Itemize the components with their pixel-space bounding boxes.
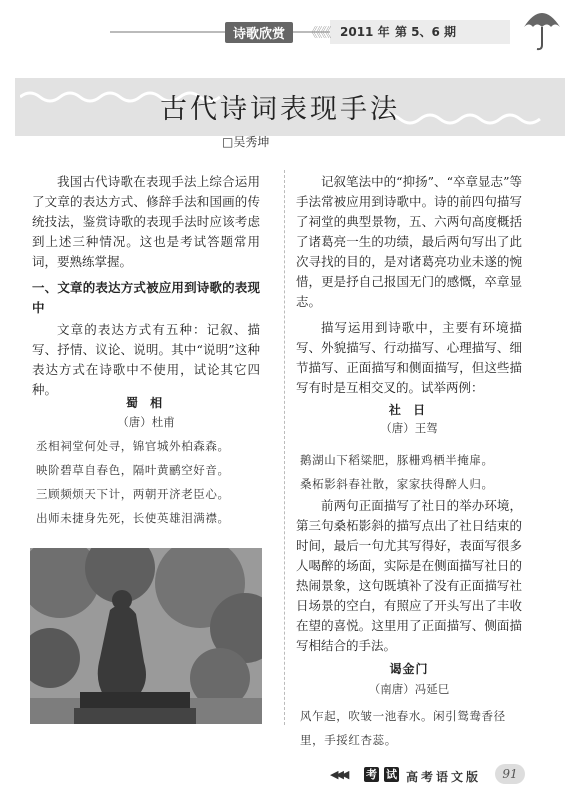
poem-lines	[300, 448, 526, 496]
paragraph: 文章的表达方式有五种：记叙、描写、抒情、议论、说明。其中“说明”这种表达方式在诗歌中不使用，试论其它四种。	[32, 322, 260, 397]
poem-lines	[300, 704, 526, 752]
magazine-name: 高考语文版	[406, 770, 482, 784]
poem-line: 映阶碧草自春色，隔叶黄鹂空好音。	[36, 463, 230, 477]
section-heading-1: 一、文章的表达方式被应用到诗歌的表现中	[32, 280, 260, 315]
intro-paragraph: 我国古代诗歌在表现手法上综合运用了文章的表达方式、修辞手法和国画的传统技法，鉴赏诗歌的表现手法时应该考虑到上述三种情况。这也是考试答题常用词，要熟练掌握。	[32, 174, 260, 269]
poem-title: 谒金门	[389, 662, 429, 676]
poem-author: （唐）杜甫	[117, 415, 175, 429]
article-title: 古代诗词表现手法	[160, 94, 400, 125]
footer-badge: 考	[366, 768, 377, 781]
issue-year: 2011 年	[340, 25, 390, 39]
poem-line: 里，手挼红杏蕊。	[300, 733, 397, 747]
footer-badge: 试	[386, 768, 397, 781]
chevron-decoration: 《《《《	[305, 26, 330, 41]
paragraph: 记叙笔法中的“抑扬”、“卒章显志”等手法常被应用到诗歌中。诗的前四句描写了祠堂的典型景物，五、六两句高度概括了诸葛亮一生的功绩，最后两句写出了此次寻找的目的，是对诸葛亮功业未遂的惋惜，更是抒自己报国无门的感慨，卒章显志。	[296, 174, 522, 309]
poem-line: 三顾频烦天下计，两朝开济老臣心。	[36, 487, 230, 501]
poem-title: 社 日	[388, 403, 430, 417]
right-column	[296, 172, 522, 398]
article-author: □吴秀坤	[222, 135, 270, 149]
poem-line: 丞相祠堂何处寻，锦官城外柏森森。	[36, 439, 230, 453]
poem-author: （唐）王驾	[380, 421, 438, 435]
paragraph: 前两句正面描写了社日的举办环境，第三句桑柘影斜的描写点出了社日结束的时间，最后一句尤其写得好，表面写很多人喝醉的场面，实际是在侧面描写社日的热闹景象，这句既填补了没有正面描写社日场景的空白，有照应了开头写出了丰收在望的喜悦。这里用了正面描写、侧面描写相结合的手法。	[296, 498, 522, 653]
issue-number: 第 5、6 期	[395, 25, 457, 39]
poem-line: 桑柘影斜春社散，家家扶得醉人归。	[300, 477, 494, 491]
poem-author: （南唐）冯延巳	[368, 682, 450, 696]
page-number: 91	[495, 764, 525, 784]
header-bar	[110, 20, 550, 44]
poem-title: 蜀 相	[125, 396, 167, 410]
column-divider	[284, 170, 285, 725]
poem-line: 鹅湖山下稻粱肥，豚栅鸡栖半掩扉。	[300, 453, 494, 467]
arrow-decoration: ◀◀◀	[330, 768, 347, 781]
poem-line: 出师未捷身先死，长使英雄泪满襟。	[36, 511, 230, 525]
column-name: 诗歌欣赏	[225, 22, 293, 43]
right-column-continued	[296, 496, 522, 656]
poem-lines	[36, 434, 266, 530]
poem-line: 风乍起，吹皱一池春水。闲引鸳鸯香径	[300, 709, 506, 723]
left-column	[32, 172, 260, 400]
statue-photo	[30, 548, 262, 724]
paragraph: 描写运用到诗歌中，主要有环境描写、外貌描写、行动描写、心理描写、细节描写、正面描写和侧面描写，但这些描写有时是互相交叉的。试举两例：	[296, 320, 522, 395]
umbrella-icon	[520, 5, 564, 53]
